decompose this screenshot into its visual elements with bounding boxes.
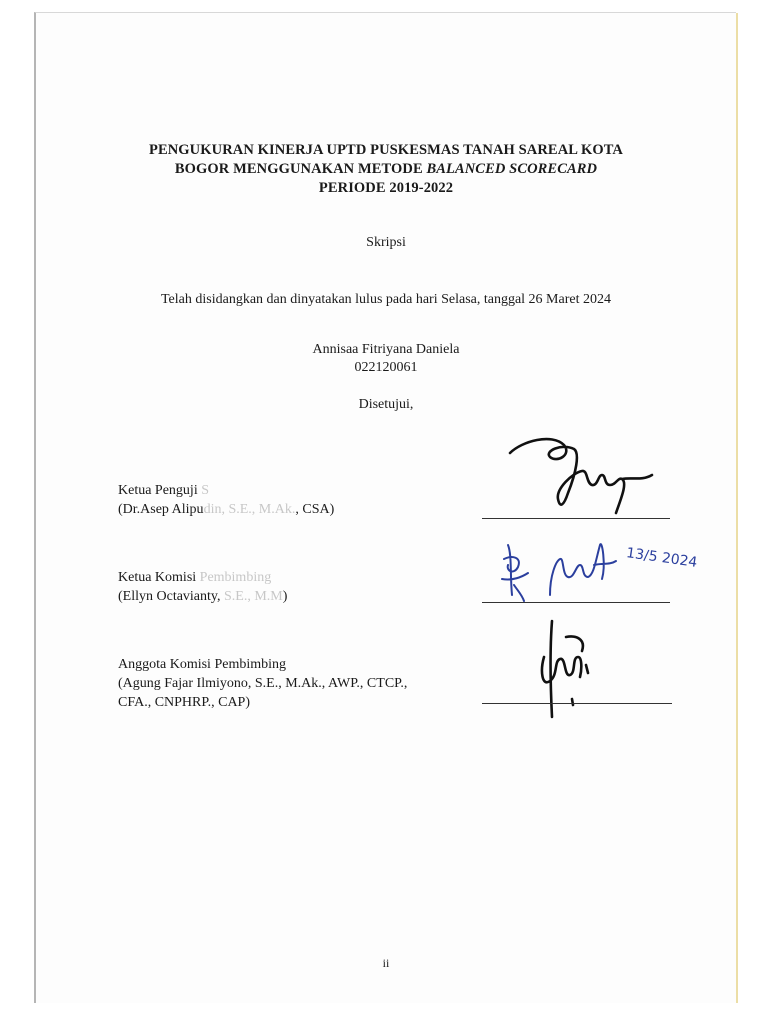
signatory-3-name-line-1: (Agung Fajar Ilmiyono, S.E., M.Ak., AWP., CTCP., <box>118 676 408 691</box>
signature-date-note: 13/5 2024 <box>625 545 699 571</box>
approved-label: Disetujui, <box>358 397 414 412</box>
title-line-2-italic: BALANCED SCORECARD <box>426 161 598 177</box>
signature-1-image <box>502 423 662 518</box>
page-number: ii <box>382 956 390 970</box>
document-page <box>34 12 736 1003</box>
thesis-title <box>36 141 736 198</box>
signatory-3-role: Anggota Komisi Pembimbing <box>118 657 286 672</box>
title-line-1: PENGUKURAN KINERJA UPTD PUSKESMAS TANAH SAREAL KOTA <box>149 142 623 158</box>
title-line-2-text: BOGOR MENGGUNAKAN METODE <box>174 161 427 177</box>
signature-3-line <box>482 703 672 704</box>
signatory-1-role: Ketua Penguji S <box>118 483 210 498</box>
author-block <box>36 341 736 377</box>
signature-3-image <box>536 617 606 722</box>
signatory-3-label <box>118 655 407 712</box>
signatory-1-label <box>118 481 334 519</box>
signatory-2-label <box>118 568 287 606</box>
signature-2-line <box>482 602 670 603</box>
signature-1-line <box>482 518 670 519</box>
signatory-1-name: (Dr.Asep Alipudin, S.E., M.Ak., CSA) <box>118 502 335 517</box>
page-edge <box>736 13 738 1003</box>
title-line-2 <box>36 160 736 179</box>
signatory-2-role: Ketua Komisi Pembimbing <box>118 570 272 585</box>
author-name: Annisaa Fitriyana Daniela <box>312 342 460 357</box>
signature-2-image <box>498 535 628 607</box>
defense-statement: Telah disidangkan dan dinyatakan lulus pada hari Selasa, tanggal 26 Maret 2024 <box>160 292 611 307</box>
document-type: Skripsi <box>366 235 406 250</box>
title-line-3: PERIODE 2019-2022 <box>318 180 454 196</box>
author-id: 022120061 <box>354 360 418 375</box>
signatory-2-name: (Ellyn Octavianty, S.E., M.M) <box>118 589 288 604</box>
signatory-3-name-line-2: CFA., CNPHRP., CAP) <box>118 695 251 710</box>
